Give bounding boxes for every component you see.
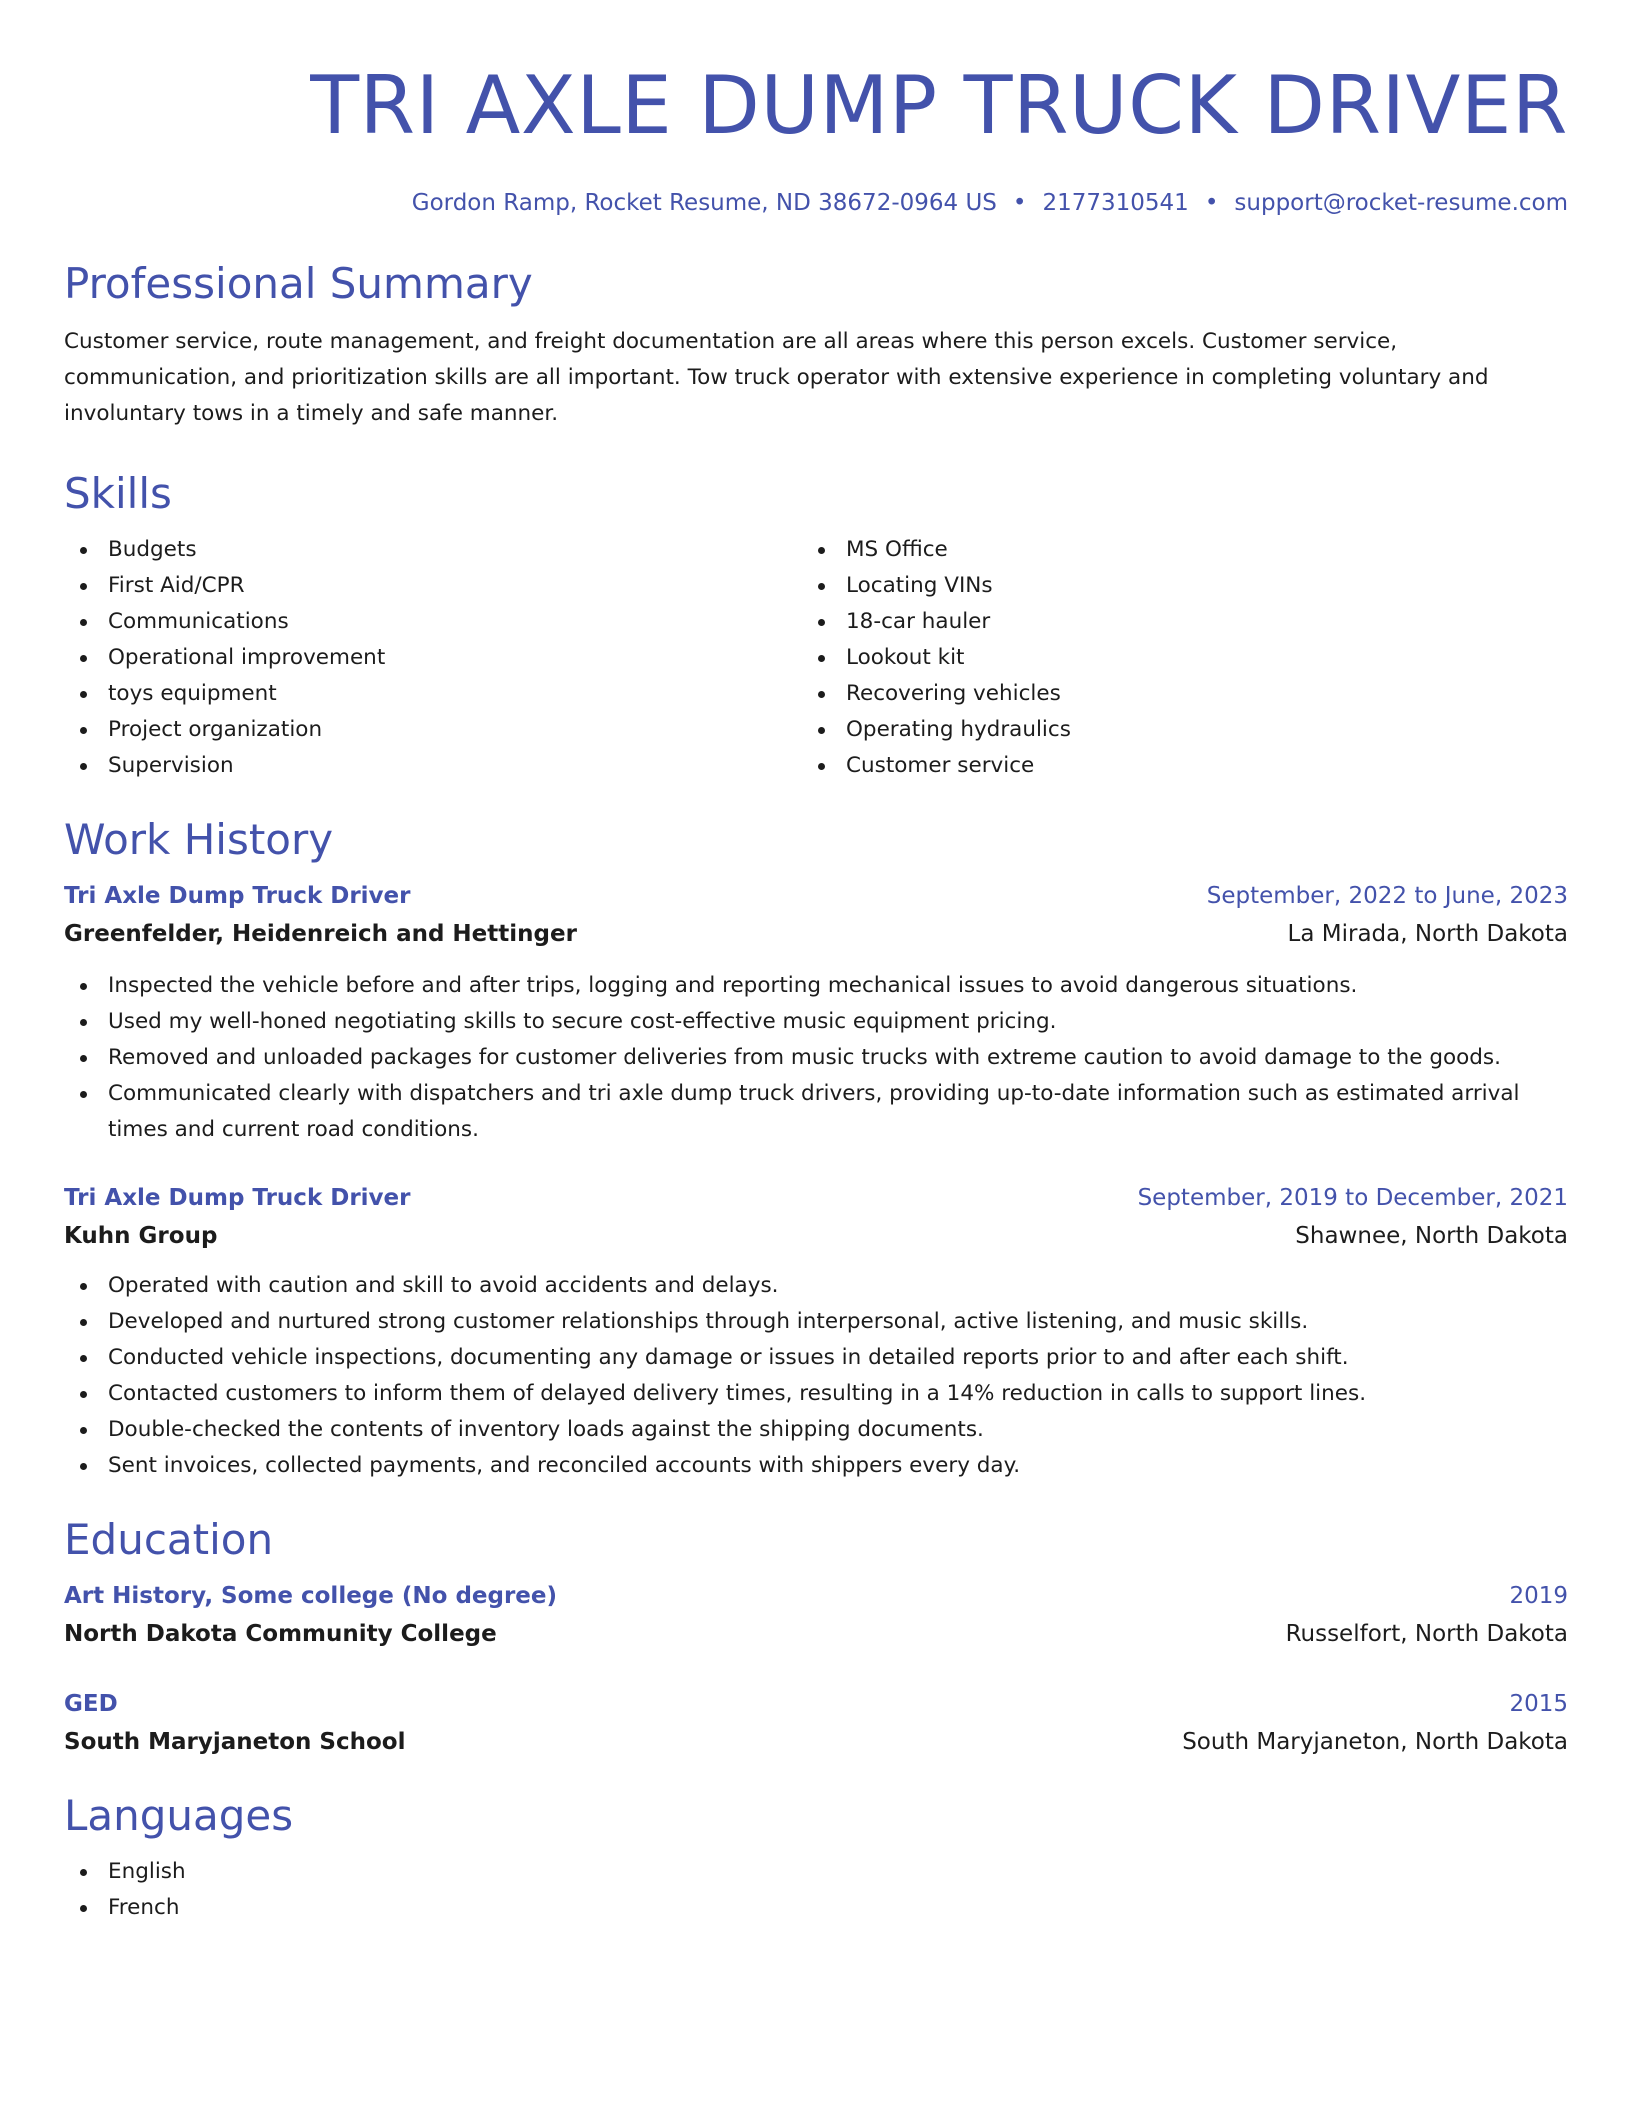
skill-item: Communications [64, 604, 802, 640]
separator: • [1204, 190, 1219, 216]
languages-heading: Languages [64, 1791, 294, 1840]
language-item: French [64, 1890, 1568, 1926]
duty-item: Inspected the vehicle before and after trips, logging and reporting mechanical issues to avoid dangerous situations. [64, 968, 1568, 1004]
work-history-heading: Work History [64, 815, 334, 864]
school: North Dakota Community College [64, 1621, 497, 1647]
duty-item: Removed and unloaded packages for customer deliveries from music trucks with extreme caution to avoid damage to the goods. [64, 1040, 1568, 1076]
education-entry [64, 1686, 1568, 1760]
job-duties [64, 1268, 1568, 1484]
skills-column-right [802, 532, 1540, 784]
summary-heading: Professional Summary [64, 259, 533, 308]
phone: 2177310541 [1042, 190, 1189, 216]
contact-line [64, 188, 1568, 218]
skill-item: Budgets [64, 532, 802, 568]
school-location: South Maryjaneton, North Dakota [1182, 1729, 1568, 1755]
skills-list [64, 532, 1568, 784]
skill-item: MS Office [802, 532, 1540, 568]
skill-item: First Aid/CPR [64, 568, 802, 604]
language-item: English [64, 1854, 1568, 1890]
job-title: Tri Axle Dump Truck Driver [64, 883, 411, 909]
employer: Kuhn Group [64, 1223, 218, 1249]
candidate-title: TRI AXLE DUMP TRUCK DRIVER [310, 59, 1568, 152]
job-entry [64, 1180, 1568, 1484]
job-dates: September, 2022 to June, 2023 [1206, 883, 1568, 909]
skill-item: Operational improvement [64, 640, 802, 676]
skill-item: 18-car hauler [802, 604, 1540, 640]
skill-item: toys equipment [64, 676, 802, 712]
skill-item: Operating hydraulics [802, 712, 1540, 748]
summary-text: Customer service, route management, and freight documentation are all areas where this person excels. Customer service, communication, and prioritization skills are all important. Tow truck operator with extensive experience in completing voluntary and involuntary tows in a timely and safe manner. [64, 329, 1489, 426]
skill-item: Recovering vehicles [802, 676, 1540, 712]
duty-item: Developed and nurtured strong customer relationships through interpersonal, active listening, and music skills. [64, 1304, 1568, 1340]
languages-list [64, 1854, 1568, 1926]
job-title: Tri Axle Dump Truck Driver [64, 1185, 411, 1211]
job-entry [64, 878, 1568, 1148]
education-entry [64, 1578, 1568, 1652]
education-heading: Education [64, 1515, 274, 1564]
address: Gordon Ramp, Rocket Resume, ND 38672-0964 US [411, 190, 997, 216]
duty-item: Used my well-honed negotiating skills to secure cost-effective music equipment pricing. [64, 1004, 1568, 1040]
skills-heading: Skills [64, 469, 172, 518]
duty-item: Operated with caution and skill to avoid accidents and delays. [64, 1268, 1568, 1304]
duty-item: Communicated clearly with dispatchers and tri axle dump truck drivers, providing up-to-date information such as estimated arrival times and current road conditions. [64, 1076, 1568, 1148]
skill-item: Project organization [64, 712, 802, 748]
job-location: La Mirada, North Dakota [1287, 921, 1568, 947]
skills-column-left [64, 532, 802, 784]
job-duties [64, 968, 1568, 1148]
school-location: Russelfort, North Dakota [1285, 1621, 1568, 1647]
separator: • [1012, 190, 1027, 216]
duty-item: Sent invoices, collected payments, and reconciled accounts with shippers every day. [64, 1448, 1568, 1484]
skill-item: Supervision [64, 748, 802, 784]
degree: Art History, Some college (No degree) [64, 1583, 558, 1609]
graduation-year: 2019 [1509, 1583, 1568, 1609]
duty-item: Contacted customers to inform them of delayed delivery times, resulting in a 14% reduction in calls to support lines. [64, 1376, 1568, 1412]
job-dates: September, 2019 to December, 2021 [1137, 1185, 1568, 1211]
duty-item: Double-checked the contents of inventory loads against the shipping documents. [64, 1412, 1568, 1448]
job-location: Shawnee, North Dakota [1295, 1223, 1568, 1249]
degree: GED [64, 1691, 118, 1717]
skill-item: Locating VINs [802, 568, 1540, 604]
email-link[interactable]: support@rocket-resume.com [1234, 190, 1568, 216]
skill-item: Lookout kit [802, 640, 1540, 676]
graduation-year: 2015 [1509, 1691, 1568, 1717]
skill-item: Customer service [802, 748, 1540, 784]
duty-item: Conducted vehicle inspections, documenting any damage or issues in detailed reports prior to and after each shift. [64, 1340, 1568, 1376]
employer: Greenfelder, Heidenreich and Hettinger [64, 921, 577, 947]
school: South Maryjaneton School [64, 1729, 406, 1755]
